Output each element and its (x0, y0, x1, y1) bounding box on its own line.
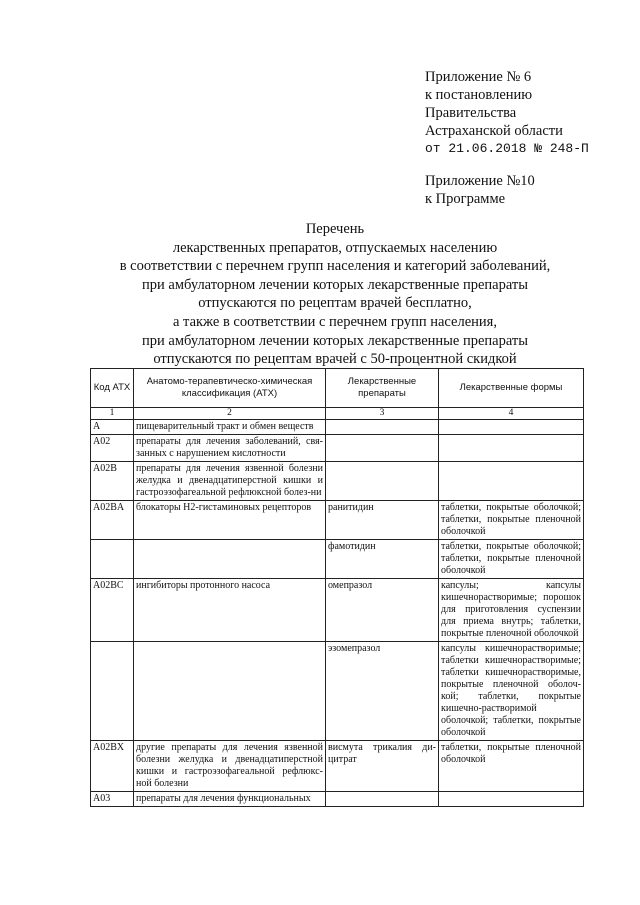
cell-atc: препараты для лечения функциональных (134, 792, 326, 807)
header-code: Код АТХ (91, 369, 134, 408)
cell-atc: препараты для лечения язвенной болезни желудка и двенадцатиперстной кишки и гастроэзофагеальной рефлюксной болез-ни (134, 462, 326, 501)
header-drugs: Лекарственные препараты (326, 369, 439, 408)
program-appendix-line: Приложение №10 (425, 173, 535, 189)
appendix-line: Астраханской области (425, 123, 563, 139)
appendix-line: к постановлению (425, 87, 533, 103)
cell-forms: таблетки, покрытые пленочной оболочкой (439, 741, 584, 792)
appendix-line: Правительства (425, 105, 517, 121)
cell-code: A02BC (91, 579, 134, 642)
header-atc: Анатомо-терапевтическо-химическая классификация (АТХ) (134, 369, 326, 408)
cell-drug (326, 462, 439, 501)
cell-code: A (91, 420, 134, 435)
table-header-row (91, 369, 584, 408)
appendix-block (425, 68, 589, 158)
cell-drug (326, 435, 439, 462)
cell-forms (439, 420, 584, 435)
title-line: при амбулаторном лечении которых лекарственные препараты (142, 276, 528, 293)
cell-drug: фамотидин (326, 540, 439, 579)
cell-drug: ранитидин (326, 501, 439, 540)
cell-forms: капсулы кишечнорастворимые; таблетки кишечнорастворимые; таблетки кишечнорастворимые, покрытые пленочной оболоч-кой; таблетки, покрытые кишечно-растворимой оболочкой; таблетки, покрытые оболочкой (439, 642, 584, 741)
title-line: а также в соответствии с перечнем групп населения, (173, 313, 497, 330)
table-row (91, 435, 584, 462)
program-appendix-line: к Программе (425, 191, 506, 207)
title-line: при амбулаторном лечении которых лекарственные препараты (142, 332, 528, 349)
cell-code: A02BX (91, 741, 134, 792)
table-row (91, 462, 584, 501)
cell-forms: таблетки, покрытые оболочкой; таблетки, покрытые пленочной оболочкой (439, 540, 584, 579)
appendix-date-stamp: от 21.06.2018 № 248-П (425, 141, 589, 156)
cell-code: A03 (91, 792, 134, 807)
table-row (91, 579, 584, 642)
column-number: 2 (134, 408, 326, 420)
table-row (91, 741, 584, 792)
cell-forms (439, 462, 584, 501)
cell-atc (134, 540, 326, 579)
appendix-line: Приложение № 6 (425, 69, 532, 85)
cell-code: A02B (91, 462, 134, 501)
cell-code: A02BA (91, 501, 134, 540)
cell-drug (326, 792, 439, 807)
cell-atc (134, 642, 326, 741)
cell-drug: висмута трикалия ди-цитрат (326, 741, 439, 792)
column-number: 1 (91, 408, 134, 420)
title-line: Перечень (305, 221, 365, 237)
drug-list-table (90, 368, 584, 807)
document-title (100, 220, 570, 369)
cell-drug: омепразол (326, 579, 439, 642)
cell-atc: препараты для лечения заболеваний, свя-занных с нарушением кислотности (134, 435, 326, 462)
cell-atc: блокаторы Н2-гистаминовых рецепторов (134, 501, 326, 540)
title-line: в соответствии с перечнем групп населения и категорий заболеваний, (119, 258, 551, 275)
cell-atc: пищеварительный тракт и обмен веществ (134, 420, 326, 435)
cell-forms (439, 435, 584, 462)
table-row (91, 420, 584, 435)
header-forms: Лекарственные формы (439, 369, 584, 408)
column-number-row (91, 408, 584, 420)
column-number: 3 (326, 408, 439, 420)
cell-forms: капсулы; капсулы кишечнорастворимые; порошок для приготовления суспензии для приема внутрь; таблетки, покрытые пленочной оболочкой (439, 579, 584, 642)
table-row (91, 642, 584, 741)
title-line: отпускаются по рецептам врачей бесплатно, (198, 295, 472, 312)
cell-forms: таблетки, покрытые оболочкой; таблетки, покрытые пленочной оболочкой (439, 501, 584, 540)
cell-drug: эзомепразол (326, 642, 439, 741)
column-number: 4 (439, 408, 584, 420)
table-row (91, 501, 584, 540)
cell-drug (326, 420, 439, 435)
cell-code (91, 642, 134, 741)
table-row (91, 540, 584, 579)
title-line: отпускаются по рецептам врачей с 50-процентной скидкой (153, 351, 517, 368)
program-appendix-block (425, 172, 535, 208)
cell-code: A02 (91, 435, 134, 462)
title-line: лекарственных препаратов, отпускаемых населению (172, 239, 498, 256)
cell-atc: ингибиторы протонного насоса (134, 579, 326, 642)
cell-forms (439, 792, 584, 807)
table-row (91, 792, 584, 807)
cell-atc: другие препараты для лечения язвенной болезни желудка и двенадцатиперстной кишки и гастроэзофагеальной рефлюкс-ной болезни (134, 741, 326, 792)
cell-code (91, 540, 134, 579)
